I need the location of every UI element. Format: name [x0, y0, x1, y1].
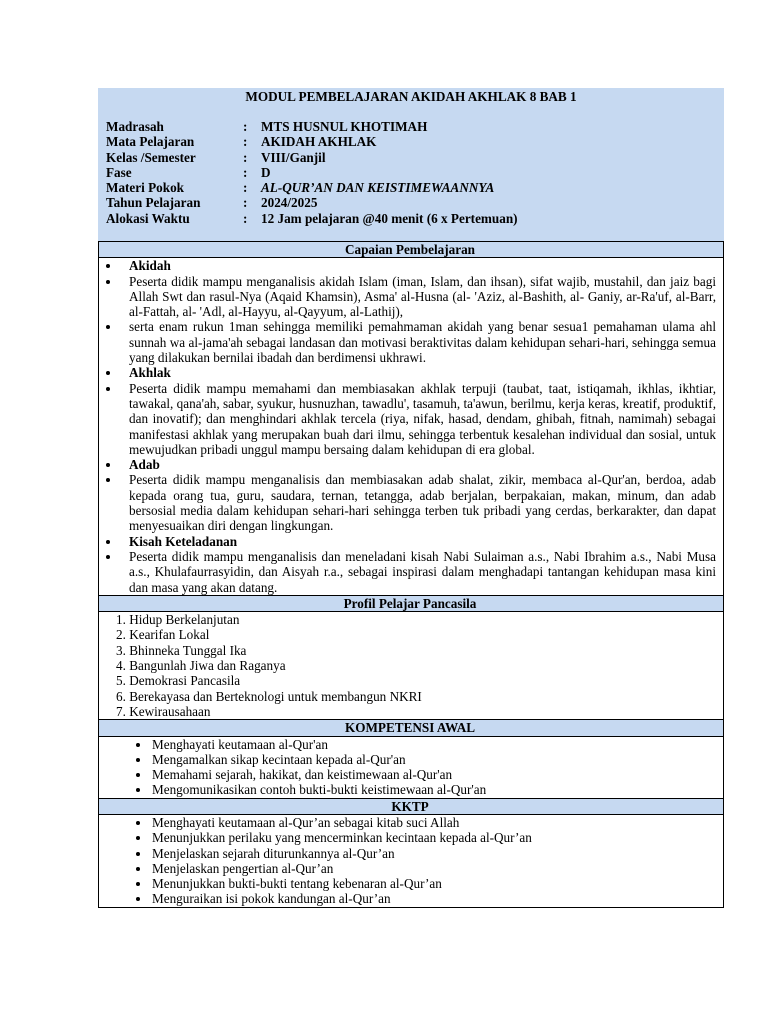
module-page: [98, 88, 724, 908]
kktp-heading: KKTP: [99, 798, 724, 814]
list-item: Menghayati keutamaan al-Qur’an sebagai kitab suci Allah: [152, 815, 716, 830]
meta-row-mata-pelajaran: [106, 134, 716, 149]
meta-label: Kelas /Semester: [106, 149, 196, 165]
list-item: Peserta didik mampu memahami dan membiasakan akhlak terpuji (taubat, taat, istiqamah, ikhlas, ikhtiar, tawakal, qana'ah, sabar, syukur, husnuzhan, tawadlu', tasamuh, ta'awun, berilmu, kerja keras, kreatif, produktif, dan inovatif); dan menghindari akhlak tercela (riya, nifak, hasad, dendam, ghibah, fitnah, namimah) sebagai manifestasi akhlak yang merupakan buah dari ilmu, sehingga terbentuk kesalehan individual dan sosial, untuk mewujudkan pribadi unggul mampu bersaing dalam kehidupan di era global.: [104, 381, 716, 457]
list-item: Peserta didik mampu menganalisis dan meneladani kisah Nabi Sulaiman a.s., Nabi Ibrahim a.s., Nabi Musa a.s., Khulafaurrasyidin, dan Aisyah r.a., sebagai inspirasi dalam menghadapi tantangan kehidupan masa kini dan masa yang akan datang.: [104, 549, 716, 595]
meta-value: 2024/2025: [261, 195, 318, 211]
list-item: Kisah Keteladanan: [104, 534, 716, 549]
list-item: 1. Hidup Berkelanjutan: [116, 612, 240, 628]
list-item: Menunjukkan perilaku yang mencerminkan kecintaan kepada al-Qur’an: [152, 830, 716, 845]
meta-label: Tahun Pelajaran: [106, 195, 201, 211]
list-item: Mengomunikasikan contoh bukti-bukti keistimewaan al-Qur'an: [152, 782, 716, 797]
meta-colon: :: [243, 180, 248, 196]
meta-row-madrasah: [106, 119, 716, 134]
kompetensi-heading: KOMPETENSI AWAL: [99, 720, 724, 736]
list-item: Menjelaskan sejarah diturunkannya al-Qur’an: [152, 846, 716, 861]
meta-label: Alokasi Waktu: [106, 210, 190, 226]
capaian-list: [104, 258, 716, 595]
list-item: serta enam rukun 1man sehingga memiliki pemahmaman akidah yang benar sesua1 pemahaman ulama ahl sunnah wa al-jama'ah sebagai landasan dan motivasi beraktivitas dalam kehidupan sehari-hari, sehingga semua yang dilakukan bernilai ibadah dan berdimensi ukhrawi.: [104, 319, 716, 365]
kktp-content: [99, 814, 724, 907]
list-item: 6. Berekayasa dan Berteknologi untuk membangun NKRI: [116, 688, 422, 704]
meta-value: MTS HUSNUL KHOTIMAH: [261, 119, 428, 134]
kktp-list: [104, 815, 716, 907]
profil-heading: Profil Pelajar Pancasila: [99, 595, 724, 611]
list-item: 5. Demokrasi Pancasila: [116, 673, 241, 689]
list-item: 7. Kewirausahaan: [116, 703, 211, 719]
meta-value: 12 Jam pelajaran @40 menit (6 x Pertemuan): [261, 210, 518, 226]
list-item: Peserta didik mampu menganalisis akidah Islam (iman, Islam, dan ihsan), sifat wajib, mustahil, dan jaiz bagi Allah Swt dan rasul-Nya (Aqaid Khamsin), Asma' al-Husna (al- 'Aziz, al-Bashith, al- Ganiy, ar-Ra'uf, al-Barr, al-Fattah, al- 'Adl, al-Hayyu, al-Qayyum, al-Lathij),: [104, 274, 716, 320]
meta-colon: :: [243, 119, 248, 134]
meta-row-alokasi-waktu: [106, 211, 716, 226]
meta-label: Materi Pokok: [106, 180, 185, 196]
list-item: 2. Kearifan Lokal: [116, 627, 210, 643]
list-item: Peserta didik mampu menganalisis dan membiasakan adab shalat, zikir, membaca al-Qur'an, berdoa, adab kepada orang tua, guru, saudara, ternan, tetangga, adab berjalan, berpakaian, makan, minum, dan adab bersosial media dalam kehidupan sehari-hari sehingga terben tuk pribadi yang cerdas, berkarakter, dan dapat menyesuaikan diri dengan lingkungan.: [104, 472, 716, 533]
capaian-heading: Capaian Pembelajaran: [99, 242, 724, 258]
list-item: Menguraikan isi pokok kandungan al-Qur’an: [152, 891, 716, 906]
list-item: Menghayati keutamaan al-Qur'an: [152, 737, 716, 752]
meta-value: VIII/Ganjil: [261, 149, 326, 165]
list-item: Akidah: [104, 258, 716, 273]
kompetensi-list: [104, 737, 716, 798]
meta-label: Fase: [106, 164, 132, 180]
profil-list: [104, 612, 716, 719]
meta-value: AKIDAH AKHLAK: [261, 134, 377, 150]
list-item: Adab: [104, 457, 716, 472]
list-item: Menunjukkan bukti-bukti tentang kebenaran al-Qur’an: [152, 876, 716, 891]
meta-colon: :: [243, 134, 248, 150]
meta-colon: :: [243, 149, 248, 165]
list-item: Memahami sejarah, hakikat, dan keistimewaan al-Qur'an: [152, 767, 716, 782]
meta-row-tahun-pelajaran: [106, 195, 716, 210]
list-item: Menjelaskan pengertian al-Qur’an: [152, 861, 716, 876]
meta-list: [106, 119, 716, 226]
meta-value: D: [261, 164, 271, 180]
meta-colon: :: [243, 210, 248, 226]
meta-value: AL-QUR’AN DAN KEISTIMEWAANNYA: [261, 180, 495, 196]
meta-label: Mata Pelajaran: [106, 134, 195, 150]
profil-content: [99, 612, 724, 720]
list-item: 4. Bangunlah Jiwa dan Raganya: [116, 658, 286, 674]
meta-row-fase: [106, 165, 716, 180]
list-item: Akhlak: [104, 365, 716, 380]
capaian-content: [99, 258, 724, 596]
kompetensi-content: [99, 736, 724, 798]
list-item: 3. Bhinneka Tunggal Ika: [116, 642, 247, 658]
meta-colon: :: [243, 195, 248, 211]
meta-label: Madrasah: [106, 119, 164, 134]
module-title: MODUL PEMBELAJARAN AKIDAH AKHLAK 8 BAB 1: [245, 89, 577, 104]
meta-colon: :: [243, 164, 248, 180]
meta-row-materi-pokok: [106, 180, 716, 195]
list-item: Mengamalkan sikap kecintaan kepada al-Qur'an: [152, 752, 716, 767]
module-header: [98, 88, 724, 241]
module-table: [98, 241, 724, 908]
meta-row-kelas-semester: [106, 150, 716, 165]
